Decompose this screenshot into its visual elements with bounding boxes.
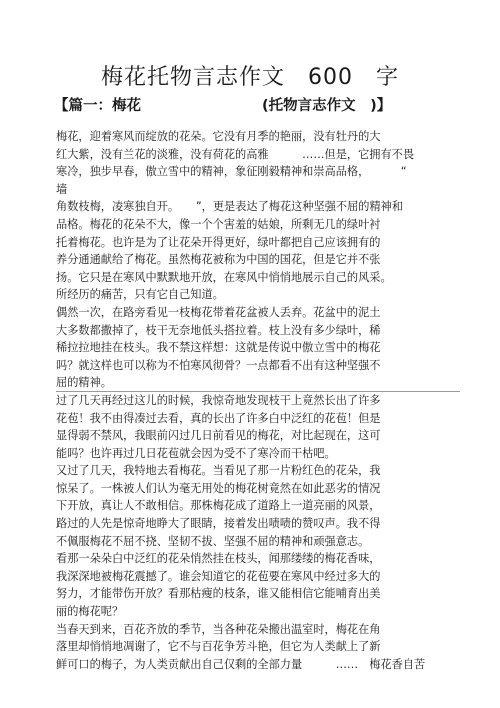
section-heading-label: 【篇一：梅花 — [54, 98, 141, 114]
text-line: 寒冷，独步早春，傲立雪中的精神，象征刚毅精神和崇高品格， “ — [56, 165, 407, 179]
text-line: 又过了几天，我特地去看梅花。当看见了那一片粉红色的花朵，我 — [56, 464, 381, 478]
text-line: 墙 — [56, 182, 68, 196]
text-line: 能吗？也许再过几日花苞就会因为受不了寒冷而干枯吧。 — [56, 446, 336, 460]
text-line: 养分通通献给了梅花。虽然梅花被称为中国的国花，但是它并不张 — [56, 253, 381, 267]
text-line: 我深深地被梅花震撼了。谁会知道它的花苞要在寒风中经过多大的 — [56, 569, 381, 583]
horizontal-rule — [56, 391, 460, 392]
text-line: 角数枝梅，凌寒独自开。 ”，更是表达了梅花这种坚强不屈的精神和 — [56, 200, 404, 214]
text-line: 花苞！我不由得凑过去看，真的长出了许多白中泛红的花苞！但是 — [56, 411, 381, 425]
text-line: 大多数都撒掉了，枝干无奈地低头搭拉着。枝上没有多少绿叶，稀 — [56, 323, 381, 337]
text-line: 托着梅花。也许是为了让花朵开得更好，绿叶都把自己应该拥有的 — [56, 235, 381, 249]
text-line: 扬。它只是在寒风中默默地开放，在寒风中悄悄地展示自己的风采。 — [56, 270, 392, 284]
text-line: 丽的梅花呢？ — [56, 605, 124, 619]
text-line: 看那一朵朵白中泛红的花朵悄然挂在枝头，闻那缕缕的梅花香味， — [56, 552, 381, 566]
text-line: 品格。梅花的花朵不大，像一个个害羞的姑娘，所剩无几的绿叶衬 — [56, 217, 381, 231]
text-line: 路过的人先是惊奇地睁大了眼睛，接着发出啧啧的赞叹声。我不得 — [56, 517, 381, 531]
text-line: 当春天到来，百花齐放的季节，当各种花朵搬出温室时，梅花在角 — [56, 622, 381, 636]
text-line: 所经历的痛苦，只有它自己知道。 — [56, 288, 224, 302]
text-line: 稀拉拉地挂在枝头。我不禁这样想：这就是传说中傲立雪中的梅花 — [56, 341, 381, 355]
text-line: 过了几天再经过这儿的时候，我惊奇地发现枝干上竟然长出了许多 — [56, 393, 381, 407]
document-title: 梅花托物言志作文 600 字 — [101, 65, 399, 90]
text-line: 下开放，真让人不敢相信。那株梅花成了道路上一道亮丽的风景， — [56, 499, 381, 513]
document-body — [56, 128, 456, 673]
text-line: 梅花，迎着寒风而绽放的花朵。它没有月季的艳丽，没有牡丹的大 — [56, 130, 381, 143]
text-line: 吗？就这样也可以称为不怕寒风彻骨？一点都看不出有这种坚强不 — [56, 358, 381, 372]
text-line: 红大紫，没有兰花的淡雅，没有荷花的高雅 ……但是，它拥有不畏 — [56, 147, 415, 161]
text-line: 惊呆了。一株被人们认为毫无用处的梅花树竟然在如此恶劣的情况 — [56, 481, 381, 495]
section-heading-genre: (托物言志作文 )】 — [262, 98, 392, 114]
text-line: 鲜可口的梅子，为人类贡献出自己仅剩的全部力量 …… 梅花香自苦 — [56, 657, 426, 671]
text-line: 屈的精神。 — [56, 376, 112, 390]
text-line: 努力，才能带伤开放？看那枯瘦的枝条，谁又能相信它能哺育出美 — [56, 587, 381, 601]
text-line: 不佩服梅花不屈不挠、坚韧不拔、坚强不屈的精神和顽强意志。 — [56, 534, 370, 548]
text-line: 落里却悄悄地凋谢了，它不与百花争芳斗艳，但它为人类献上了新 — [56, 640, 381, 654]
text-line: 显得弱不禁风，我眼前闪过几日前看见的梅花，对比起现在，这可 — [56, 429, 381, 443]
text-line: 偶然一次，在路旁看见一枝梅花带着花盆被人丢弃。花盆中的泥土 — [56, 305, 381, 319]
